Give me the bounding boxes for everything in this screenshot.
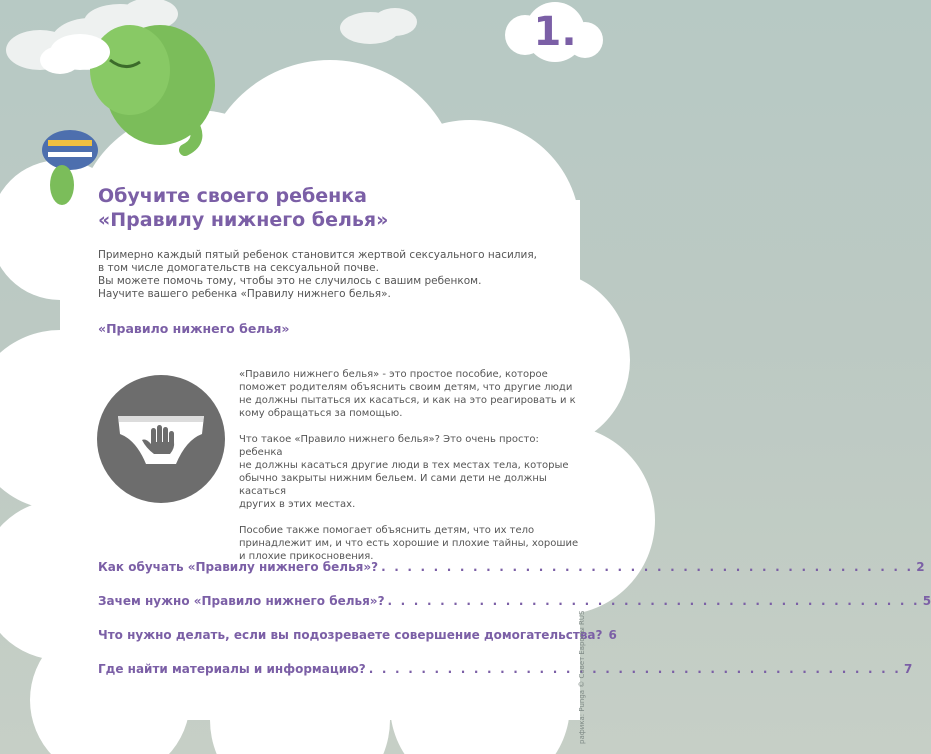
intro-paragraph bbox=[98, 249, 558, 301]
toc-label: Где найти материалы и информацию? bbox=[98, 662, 366, 676]
page-number: 1. bbox=[533, 9, 577, 55]
title-line: «Правилу нижнего белья» bbox=[98, 209, 389, 231]
toc-leader-dots: . . . . . . . . . . . . . . . . . . . . . . . . . . . . . . . . . . . . . . . . . bbox=[381, 560, 914, 574]
page-title bbox=[98, 184, 518, 232]
copyright-credit: рафика: Punga © Совет Европы RUS bbox=[578, 610, 586, 744]
toc-item-how-to-teach[interactable] bbox=[98, 559, 925, 593]
toc-page-number: 2 bbox=[916, 560, 925, 574]
toc-label: Зачем нужно «Правило нижнего белья»? bbox=[98, 594, 385, 608]
underwear-hand-icon bbox=[96, 374, 226, 504]
text-line: не должны касаться другие люди в тех местах тела, которые bbox=[239, 460, 569, 471]
text-line: кому обращаться за помощью. bbox=[239, 408, 403, 419]
text-line: Что такое «Правило нижнего белья»? Это очень просто: ребенка bbox=[239, 434, 539, 458]
intro-line: Вы можете помочь тому, чтобы это не случилось с вашим ребенком. bbox=[98, 275, 482, 287]
text-line: и плохие прикосновения. bbox=[239, 551, 374, 562]
intro-line: Научите вашего ребенка «Правилу нижнего белья». bbox=[98, 288, 391, 300]
toc-page-number: 7 bbox=[904, 662, 913, 676]
toc-item-what-to-do[interactable] bbox=[98, 627, 617, 661]
text-line: поможет родителям объяснить своим детям, что другие люди bbox=[239, 382, 573, 393]
toc-item-where-to-find[interactable] bbox=[98, 661, 913, 695]
rule-description bbox=[239, 355, 579, 576]
text-line: Пособие также помогает объяснить детям, что их тело bbox=[239, 525, 535, 536]
intro-line: в том числе домогательств на сексуальной почве. bbox=[98, 262, 379, 274]
text-line: «Правило нижнего белья» - это простое пособие, которое bbox=[239, 369, 548, 380]
text-line: не должны пытаться их касаться, и как на это реагировать и к bbox=[239, 395, 576, 406]
text-line: обычно закрыты нижним бельем. И сами дети не должны касаться bbox=[239, 473, 547, 497]
toc-item-why-needed[interactable] bbox=[98, 593, 931, 627]
toc-page-number: 6 bbox=[608, 628, 617, 642]
text-line: принадлежит им, и что есть хорошие и плохие тайны, хорошие bbox=[239, 538, 579, 549]
toc-leader-dots: . . . . . . . . . . . . . . . . . . . . . . . . . . . . . . . . . . . . . . . . . bbox=[387, 594, 920, 608]
title-line: Обучите своего ребенка bbox=[98, 185, 367, 207]
toc-label: Как обучать «Правилу нижнего белья»? bbox=[98, 560, 379, 574]
intro-line: Примерно каждый пятый ребенок становится жертвой сексуального насилия, bbox=[98, 249, 537, 261]
toc-label: Что нужно делать, если вы подозреваете совершение домогательства? bbox=[98, 628, 603, 642]
toc-leader-dots: . . . . . . . . . . . . . . . . . . . . . . . . . . . . . . . . . . . . . . . . . bbox=[368, 662, 901, 676]
toc-page-number: 5 bbox=[922, 594, 931, 608]
text-line: других в этих местах. bbox=[239, 499, 356, 510]
section-heading: «Правило нижнего белья» bbox=[98, 321, 290, 336]
